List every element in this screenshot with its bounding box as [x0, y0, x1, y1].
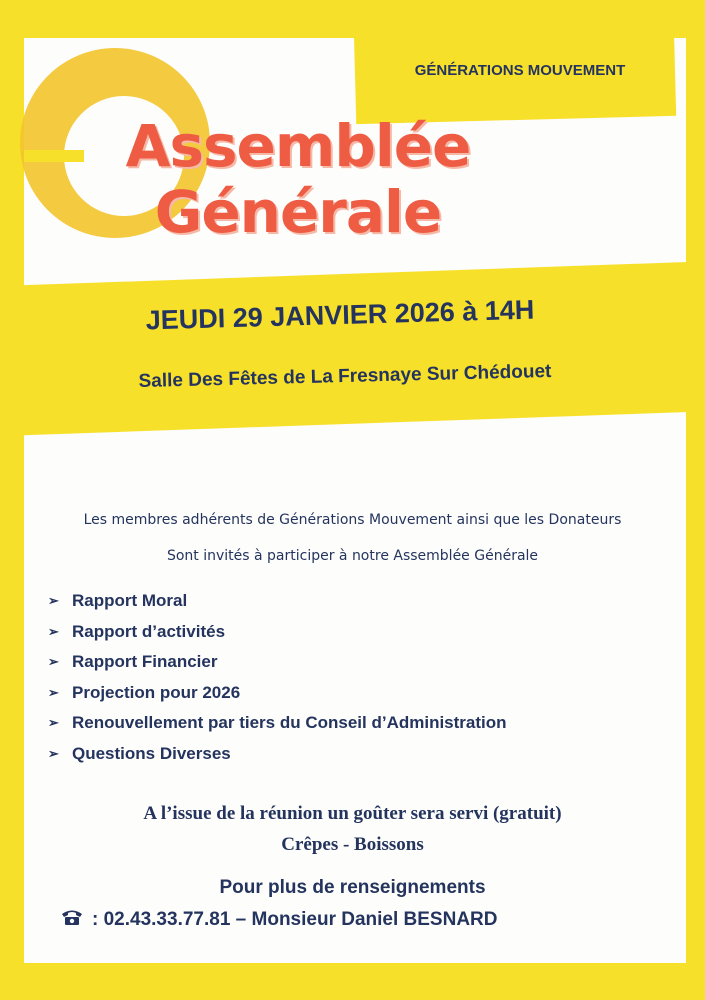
agenda-list	[48, 586, 507, 769]
agenda-item	[48, 586, 507, 617]
agenda-item	[48, 739, 507, 770]
arrow-right-icon: ➢	[48, 715, 59, 731]
title-line-2: Générale	[154, 178, 442, 246]
contact-line	[60, 908, 660, 932]
event-date-time: JEUDI 29 JANVIER 2026 à 14H	[145, 294, 535, 336]
agenda-item-label: Renouvellement par tiers du Conseil d’Administration	[72, 713, 507, 733]
contact-details: : 02.43.33.77.81 – Monsieur Daniel BESNARD	[92, 909, 498, 930]
intro-line-2: Sont invités à participer à notre Assemblée Générale	[166, 548, 539, 564]
title-line-1: Assemblée	[125, 112, 471, 180]
phone-icon	[60, 908, 84, 932]
contact-title: Pour plus de renseignements	[219, 877, 486, 898]
date-banner	[0, 261, 705, 436]
arrow-right-icon: ➢	[48, 623, 59, 639]
arrow-right-icon: ➢	[48, 745, 59, 761]
agenda-item	[48, 708, 507, 739]
arrow-right-icon: ➢	[48, 593, 59, 609]
refreshments-line-1: A l’issue de la réunion un goûter sera servi (gratuit)	[143, 803, 562, 824]
agenda-item-label: Rapport d’activités	[72, 621, 226, 641]
decorative-stripe	[24, 150, 84, 162]
agenda-item-label: Projection pour 2026	[72, 682, 241, 702]
intro-line-1: Les membres adhérents de Générations Mouvement ainsi que les Donateurs	[83, 512, 622, 528]
agenda-item-label: Rapport Financier	[72, 652, 218, 672]
arrow-right-icon: ➢	[48, 684, 59, 700]
refreshments-line-2: Crêpes - Boissons	[281, 834, 424, 855]
agenda-item-label: Rapport Moral	[72, 591, 188, 611]
agenda-item	[48, 647, 507, 678]
arrow-right-icon: ➢	[48, 654, 59, 670]
agenda-item	[48, 678, 507, 709]
organization-name: GÉNÉRATIONS MOUVEMENT	[414, 62, 626, 79]
event-venue: Salle Des Fêtes de La Fresnaye Sur Chédouet	[138, 360, 552, 393]
agenda-item-label: Questions Diverses	[72, 743, 231, 763]
agenda-item	[48, 617, 507, 648]
